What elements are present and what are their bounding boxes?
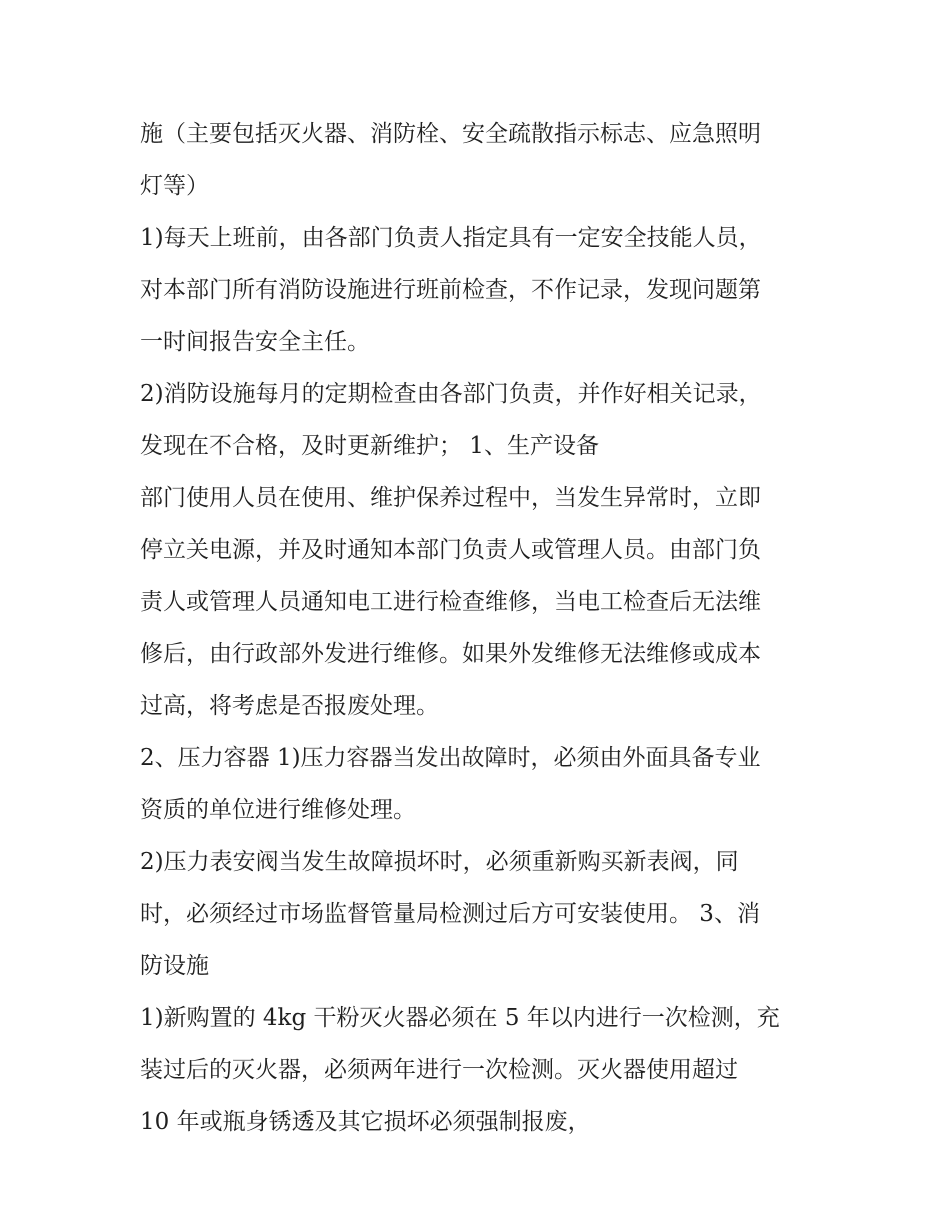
text-line: 修后，由行政部外发进行维修。如果外发维修无法维修或成本 <box>140 641 761 667</box>
text-line: 过高，将考虑是否报废处理。 <box>140 693 439 719</box>
text-line: 1)每天上班前，由各部门负责人指定具有一定安全技能人员， <box>140 225 762 251</box>
text-line: 对本部门所有消防设施进行班前检查，不作记录，发现问题第 <box>140 277 761 303</box>
text-line: 2)压力表安阀当发生故障损坏时，必须重新购买新表阀，同 <box>140 849 739 875</box>
document-body <box>140 108 820 1148</box>
text-line: 防设施 <box>140 953 209 979</box>
text-line: 装过后的灭火器，必须两年进行一次检测。灭火器使用超过 <box>140 1057 738 1083</box>
text-line: 部门使用人员在使用、维护保养过程中，当发生异常时，立即 <box>140 485 761 511</box>
text-line: 资质的单位进行维修处理。 <box>140 797 416 823</box>
text-line: 责人或管理人员通知电工进行检查维修，当电工检查后无法维 <box>140 589 761 615</box>
text-line: 时，必须经过市场监督管量局检测过后方可安装使用。 3、消 <box>140 901 760 927</box>
text-line: 2)消防设施每月的定期检查由各部门负责，并作好相关记录， <box>140 381 762 407</box>
text-line: 2、压力容器 1)压力容器当发出故障时，必须由外面具备专业 <box>140 745 761 771</box>
text-line: 施（主要包括灭火器、消防栓、安全疏散指示标志、应急照明 <box>140 121 761 147</box>
text-line: 1)新购置的 4kg 干粉灭火器必须在 5 年以内进行一次检测，充 <box>140 1005 780 1031</box>
text-line: 灯等） <box>140 173 209 199</box>
text-line: 停立关电源，并及时通知本部门负责人或管理人员。由部门负 <box>140 537 761 563</box>
text-line: 发现在不合格，及时更新维护； 1、生产设备 <box>140 433 599 459</box>
text-line: 10 年或瓶身锈透及其它损坏必须强制报废， <box>140 1109 591 1135</box>
text-line: 一时间报告安全主任。 <box>140 329 370 355</box>
